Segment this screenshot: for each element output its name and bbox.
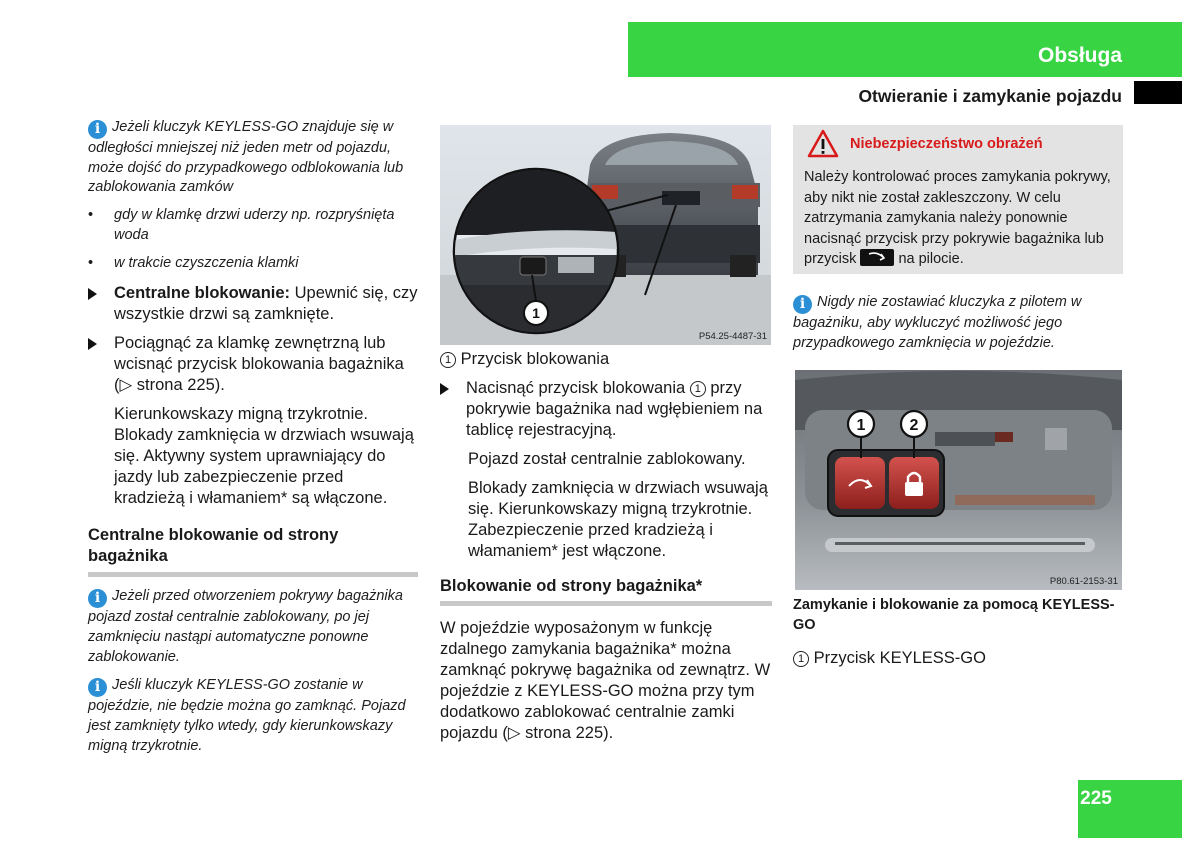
legend-text: Przycisk KEYLESS-GO xyxy=(813,649,986,667)
step-central-locking xyxy=(88,283,418,325)
page-number-box xyxy=(1078,780,1182,838)
callout-1-icon: 1 xyxy=(440,352,456,368)
list-item xyxy=(88,254,418,274)
warning-text xyxy=(804,167,1119,270)
warning-box xyxy=(793,125,1123,274)
info-note-text: Jeżeli przed otworzeniem pokrywy bagażnika pojazd został centralnie zablokowany, po jej zamknięciu nastąpi automatyczne ponowne zablokowanie. xyxy=(88,588,403,665)
figure-trunk-lock-button xyxy=(440,125,771,345)
step-pull-handle xyxy=(88,333,418,396)
legend-text: Przycisk blokowania xyxy=(460,350,610,368)
step-label: Centralne blokowanie: xyxy=(114,284,291,303)
warning-text-end: na pilocie. xyxy=(898,251,964,267)
warning-triangle-icon xyxy=(807,129,839,159)
heading-rule xyxy=(88,572,418,577)
step-text: Nacisnąć przycisk blokowania xyxy=(466,379,686,397)
step-press-lock xyxy=(440,378,772,441)
bullet-dot-icon: • xyxy=(88,207,94,224)
remote-trunk-button-icon xyxy=(860,249,894,266)
info-note-text: Jeśli kluczyk KEYLESS-GO zostanie w pojeździe, nie będzie można go zamknąć. Pojazd jest zamknięty tylko wtedy, gdy kierunkowskazy migną trzykrotnie. xyxy=(88,677,406,754)
step-result: Blokady zamknięcia w drzwiach wsuwają się. Kierunkowskazy migną trzykrotnie. Zabezpieczenie przed kradzieżą i włamaniem* jest włączone. xyxy=(468,479,768,560)
info-note-keyless xyxy=(88,118,418,198)
info-note-text: Nigdy nie zostawiać kluczyka z pilotem w bagażniku, aby wykluczyć możliwość jego przypadkowego zamknięcia w pojeździe. xyxy=(793,294,1082,351)
callout-1-icon: 1 xyxy=(793,651,809,667)
bullet-dot-icon: • xyxy=(88,254,94,271)
figure-keyless-go-buttons xyxy=(795,370,1122,590)
trunk-lid-illustration xyxy=(795,370,1122,590)
step-result: Pojazd został centralnie zablokowany. xyxy=(468,450,746,468)
step-text: Upewnić się, czy wszystkie drzwi są zamknięte. xyxy=(114,284,418,324)
car-rear-illustration xyxy=(440,125,771,345)
page-subtitle: Otwieranie i zamykanie pojazdu xyxy=(858,86,1122,106)
step-arrow-icon xyxy=(88,288,97,300)
callout-2-label: 2 xyxy=(909,417,919,434)
middle-column xyxy=(440,349,772,744)
warning-title: Niebezpieczeństwo obrażeń xyxy=(850,136,1043,152)
step-arrow-icon xyxy=(440,383,449,395)
left-column xyxy=(88,118,418,756)
step-arrow-icon xyxy=(88,338,97,350)
info-icon: i xyxy=(88,120,107,139)
info-note-relock xyxy=(88,587,418,667)
info-note-key-inside xyxy=(88,676,418,756)
callout-1-label: 1 xyxy=(856,417,866,434)
info-icon: i xyxy=(793,295,812,314)
list-item xyxy=(88,206,418,245)
callout-1-icon: 1 xyxy=(690,381,706,397)
paragraph-remote-closing: W pojeździe wyposażonym w funkcję zdalnego zamykania bagażnika* można zamknąć pokrywę bagażnika od zewnątrz. W pojeździe z KEYLESS-GO można przy tym dodatkowo zablokować centralnie zamki pojazdu (▷ strona 225). xyxy=(440,619,771,742)
figure-code: P80.61-2153-31 xyxy=(1049,576,1118,587)
info-icon: i xyxy=(88,589,107,608)
step-text: Pociągnąć za klamkę zewnętrzną lub wcisnąć przycisk blokowania bagażnika (▷ strona 225). xyxy=(114,334,404,395)
step-result: Kierunkowskazy migną trzykrotnie. Blokady zamknięcia w drzwiach wsuwają się. Aktywny system uprawniający do jazdy lub zabezpieczenie przed kradzieżą i włamaniem* są włączone. xyxy=(114,405,414,508)
figure-caption: Zamykanie i blokowanie za pomocą KEYLESS-GO xyxy=(793,597,1115,633)
figure-code: P54.25-4487-31 xyxy=(698,331,767,342)
section-title: Obsługa xyxy=(1037,44,1122,67)
heading-rule xyxy=(440,601,772,606)
trunk-close-button xyxy=(835,457,885,509)
info-icon: i xyxy=(88,678,107,697)
section-header-bar xyxy=(628,22,1182,77)
figure-legend xyxy=(440,349,772,370)
list-item-text: w trakcie czyszczenia klamki xyxy=(114,254,299,271)
page-number: 225 xyxy=(1080,788,1112,809)
info-note-text: Jeżeli kluczyk KEYLESS-GO znajduje się w odległości mniejszej niż jeden metr od pojazdu, może dojść do przypadkowego odblokowania lub zablokowania zamków xyxy=(88,119,404,196)
section-heading: Blokowanie od strony bagażnika* xyxy=(440,577,703,595)
thumb-tab xyxy=(1134,81,1182,104)
right-caption-block xyxy=(793,595,1123,669)
warning-text-main: Należy kontrolować proces zamykania pokrywy, aby nikt nie został zakleszczony. W celu zatrzymania zamykania należy ponownie nacisnąć przycisk przy pokrywie bagażnika lub przycisk xyxy=(804,169,1111,267)
figure-legend xyxy=(793,648,1123,669)
section-heading: Centralne blokowanie od strony bagażnika xyxy=(88,526,339,566)
info-note-key-in-trunk xyxy=(793,293,1125,353)
callout-1-label: 1 xyxy=(532,305,540,321)
step-text-rest: przy pokrywie bagażnika nad wgłębieniem na tablicę rejestracyjną. xyxy=(466,379,763,439)
list-item-text: gdy w klamkę drzwi uderzy np. rozpryśnięta woda xyxy=(114,207,395,243)
